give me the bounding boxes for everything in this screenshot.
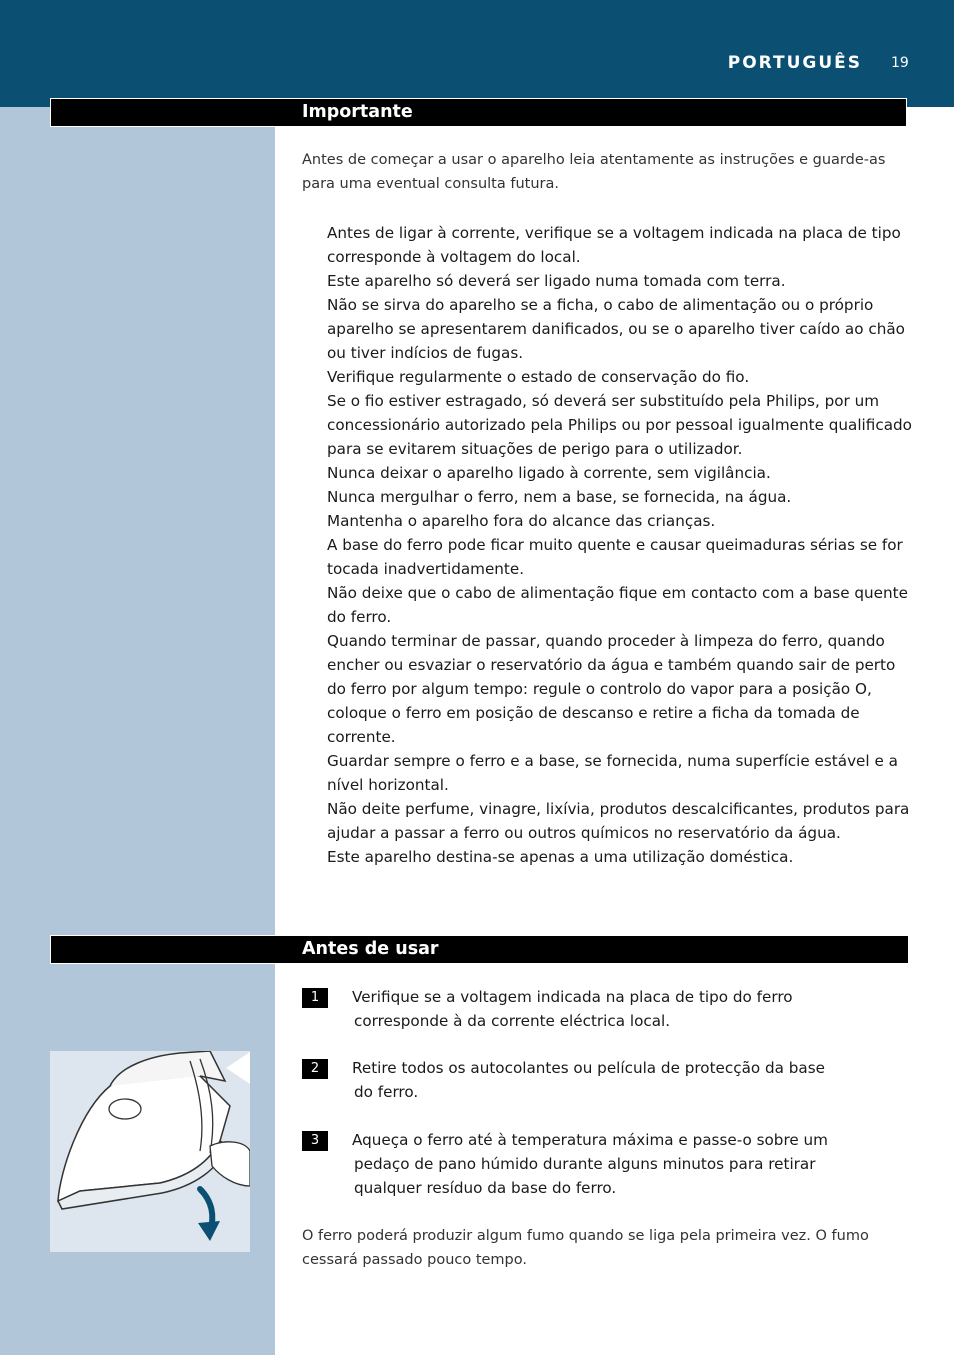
- warning-item: Se o fio estiver estragado, só deverá ser substituído pela Philips, por um concessionário autorizado pela Philips ou por pessoal igualmente qualificado para se evitarem situações de perigo para o utilizador.: [327, 392, 912, 458]
- language-label: PORTUGUÊS: [727, 53, 862, 73]
- step-text: Retire todos os autocolantes ou película de protecção da base: [352, 1059, 825, 1077]
- note-paragraph: O ferro poderá produzir algum fumo quando se liga pela primeira vez. O fumo cessará passado pouco tempo.: [302, 1228, 869, 1268]
- intro-paragraph: Antes de começar a usar o aparelho leia atentamente as instruções e guarde-as para uma eventual consulta futura.: [302, 152, 886, 192]
- warnings-list: [327, 221, 912, 869]
- warning-item: Nunca mergulhar o ferro, nem a base, se fornecida, na água.: [327, 488, 792, 506]
- warning-item: Nunca deixar o aparelho ligado à corrente, sem vigilância.: [327, 464, 771, 482]
- warning-item: Este aparelho destina-se apenas a uma utilização doméstica.: [327, 848, 794, 866]
- iron-illustration: [50, 1051, 250, 1252]
- step-text: do ferro.: [354, 1083, 419, 1101]
- section-title: Importante: [302, 102, 413, 122]
- step-item: [302, 1128, 907, 1200]
- warning-item: Não se sirva do aparelho se a ficha, o cabo de alimentação ou o próprio aparelho se apresentarem danificados, ou se o aparelho tiver caído ao chão ou tiver indícios de fugas.: [327, 296, 905, 362]
- warning-item: Guardar sempre o ferro e a base, se fornecida, numa superfície estável e a nível horizontal.: [327, 752, 898, 794]
- warning-item: Não deite perfume, vinagre, lixívia, produtos descalcificantes, produtos para ajudar a passar a ferro ou outros químicos no reservatório da água.: [327, 800, 910, 842]
- step-text: corresponde à da corrente eléctrica local.: [354, 1012, 671, 1030]
- warning-item: Não deixe que o cabo de alimentação fique em contacto com a base quente do ferro.: [327, 584, 908, 626]
- header-bar: [0, 0, 954, 107]
- step-text: Verifique se a voltagem indicada na placa de tipo do ferro: [352, 988, 793, 1006]
- page-number: 19: [891, 55, 909, 71]
- section-title: Antes de usar: [302, 939, 439, 959]
- step-text: pedaço de pano húmido durante alguns minutos para retirar: [354, 1155, 816, 1173]
- warning-item: A base do ferro pode ficar muito quente e causar queimaduras sérias se for tocada inadvertidamente.: [327, 536, 903, 578]
- warning-item: Antes de ligar à corrente, verifique se a voltagem indicada na placa de tipo corresponde à voltagem do local.: [327, 224, 901, 266]
- warning-item: Este aparelho só deverá ser ligado numa tomada com terra.: [327, 272, 786, 290]
- warning-item: Mantenha o aparelho fora do alcance das crianças.: [327, 512, 716, 530]
- section-header-before-use: [50, 935, 909, 964]
- step-text: qualquer resíduo da base do ferro.: [354, 1179, 617, 1197]
- step-item: [302, 1056, 907, 1104]
- step-number: 3: [302, 1131, 328, 1151]
- step-text: Aqueça o ferro até à temperatura máxima e passe-o sobre um: [352, 1131, 828, 1149]
- iron-body: [58, 1074, 230, 1201]
- section-header-important: [50, 98, 907, 127]
- step-number: 1: [302, 988, 328, 1008]
- callout-pointer: [226, 1052, 250, 1084]
- warning-item: Quando terminar de passar, quando proceder à limpeza do ferro, quando encher ou esvaziar o reservatório da água e também quando sair de perto do ferro por algum tempo: regule o controlo do vapor para a posição O, coloque o ferro em posição de descanso e retire a ficha da tomada de corrente.: [327, 632, 896, 746]
- iron-drawing: [50, 1051, 250, 1252]
- arrow-head-icon: [198, 1221, 220, 1241]
- dial-icon: [109, 1099, 141, 1119]
- warning-item: Verifique regularmente o estado de conservação do fio.: [327, 368, 750, 386]
- hand-icon: [210, 1142, 250, 1186]
- step-item: [302, 985, 907, 1033]
- step-number: 2: [302, 1059, 328, 1079]
